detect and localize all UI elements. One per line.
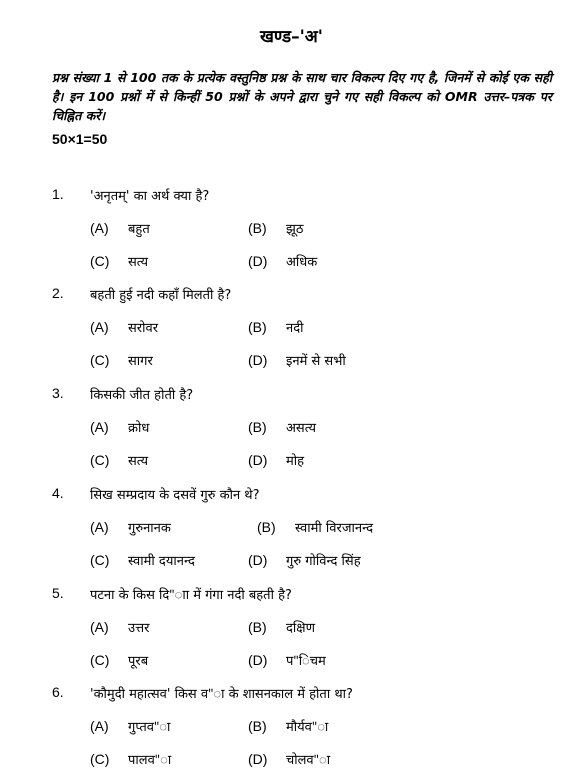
option-text: सरोवर [128,321,159,336]
question-5 [0,585,583,685]
option-label: (C) [90,652,110,668]
option-label: (C) [90,352,110,368]
question-text: पटना के किस दि"ाा में गंगा नदी बहती है? [90,588,292,603]
option-text: मौर्यव"ा [286,720,329,735]
option-label: (B) [248,718,267,734]
option-text: पालव"ा [128,753,172,768]
option-c[interactable] [90,252,148,270]
option-text: इनमें से सभी [286,354,346,369]
marks-scheme: 50×1=50 [52,131,108,147]
option-d[interactable] [248,252,317,270]
option-label: (D) [248,352,268,368]
option-b[interactable] [248,418,316,436]
option-a[interactable] [90,318,158,336]
option-d[interactable] [248,750,330,768]
option-text: स्वामी विरजानन्द [295,521,373,536]
option-label: (C) [90,253,110,269]
option-a[interactable] [90,717,170,735]
option-label: (C) [90,452,110,468]
option-c[interactable] [90,351,153,369]
option-label: (A) [90,220,109,236]
question-number: 6. [52,684,64,700]
option-label: (D) [248,452,268,468]
option-b[interactable] [257,518,373,536]
option-text: झूठ [286,222,304,237]
question-6 [0,684,583,784]
option-label: (B) [248,319,267,335]
option-label: (B) [257,519,276,535]
instructions: प्रश्न संख्या 1 से 100 तक के प्रत्येक वस्तुनिष्ठ प्रश्न के साथ चार विकल्प दिए गए है, जिनमें से कोई एक सही है। इन 100 प्रश्नों में से किन्हीं 50 प्रश्नों के अपने द्वारा चुने गए सही विकल्प को OMR उत्तर–पत्रक पर चिह्नित करें। [52,70,552,123]
question-text: किसकी जीत होती है? [90,388,194,403]
option-d[interactable] [248,351,346,369]
question-4 [0,485,583,585]
option-c[interactable] [90,551,195,569]
option-label: (D) [248,751,268,767]
option-label: (D) [248,552,268,568]
option-c[interactable] [90,651,148,669]
option-b[interactable] [248,618,315,636]
option-text: बहुत [128,222,150,237]
section-title: खण्ड–'अ' [260,27,323,47]
question-number: 1. [52,186,64,202]
question-text: बहती हुई नदी कहाँ मिलती है? [90,288,232,303]
question-text: 'अनृतम्' का अर्थ क्या है? [90,189,210,204]
option-text: नदी [286,321,304,336]
option-text: उत्तर [128,621,150,636]
option-label: (A) [90,419,109,435]
option-text: स्वामी दयानन्द [128,554,195,569]
option-a[interactable] [90,618,149,636]
question-number: 4. [52,485,64,501]
option-text: असत्य [286,421,317,436]
option-text: प"िचम [286,654,326,669]
question-text: 'कौमुदी महात्सव' किस व"ा के शासनकाल में होता था? [90,687,353,702]
option-label: (A) [90,519,109,535]
option-a[interactable] [90,219,150,237]
option-text: सागर [128,354,153,369]
question-number: 2. [52,285,64,301]
option-text: गुप्तव"ा [128,720,171,735]
option-text: अधिक [286,255,318,270]
option-label: (C) [90,552,110,568]
option-text: क्रोध [128,421,150,436]
option-label: (B) [248,419,267,435]
option-label: (B) [248,220,267,236]
question-text: सिख सम्प्रदाय के दसवें गुरु कौन थे? [90,488,260,503]
option-text: चोलव"ा [286,753,331,768]
option-b[interactable] [248,219,303,237]
option-d[interactable] [248,651,326,669]
option-label: (A) [90,319,109,335]
option-label: (A) [90,718,109,734]
option-label: (B) [248,619,267,635]
option-b[interactable] [248,318,304,336]
option-d[interactable] [248,451,304,469]
question-number: 5. [52,585,64,601]
option-text: सत्य [128,255,149,270]
option-text: पूरब [128,654,149,669]
option-a[interactable] [90,518,171,536]
option-a[interactable] [90,418,149,436]
option-c[interactable] [90,451,148,469]
option-text: गुरुनानक [128,521,171,536]
option-text: गुरु गोविन्द सिंह [286,554,361,569]
question-1 [0,186,583,286]
option-label: (D) [248,253,268,269]
option-label: (A) [90,619,109,635]
option-label: (C) [90,751,110,767]
option-text: मोह [286,454,305,469]
option-text: सत्य [128,454,149,469]
option-d[interactable] [248,551,361,569]
option-b[interactable] [248,717,328,735]
question-number: 3. [52,385,64,401]
option-text: दक्षिण [286,621,315,636]
option-c[interactable] [90,750,171,768]
question-3 [0,385,583,485]
option-label: (D) [248,652,268,668]
question-2 [0,285,583,385]
